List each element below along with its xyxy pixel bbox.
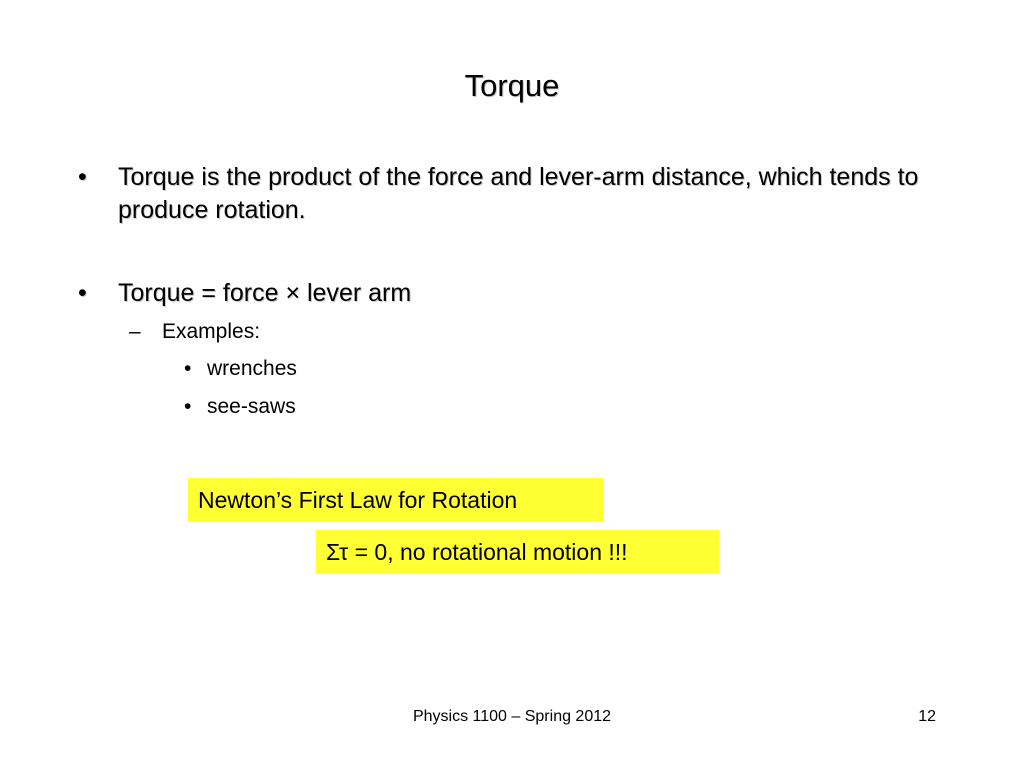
bullet-marker: • xyxy=(184,357,192,380)
callout-law-equation: Στ = 0, no rotational motion !!! xyxy=(316,530,719,574)
footer-course: Physics 1100 – Spring 2012 xyxy=(412,708,612,725)
bullet-text: Torque = force × lever arm xyxy=(118,279,412,307)
callout-law-title: Newton’s First Law for Rotation xyxy=(188,478,603,522)
slide-title: Torque xyxy=(464,68,560,103)
dash-marker: – xyxy=(129,320,141,343)
bullet-marker: • xyxy=(78,279,87,307)
bullet-marker: • xyxy=(78,163,87,191)
bullet-item xyxy=(78,277,948,311)
example-text: wrenches xyxy=(207,357,297,380)
page-number: 12 xyxy=(918,708,936,725)
bullet-text: Torque is the product of the force and lever-arm distance, which tends to produce rotation. xyxy=(118,163,919,224)
example-text: see-saws xyxy=(207,395,296,418)
bullet-item xyxy=(78,161,948,231)
sub-bullet-text: Examples: xyxy=(162,320,261,343)
bullet-marker: • xyxy=(184,395,192,418)
